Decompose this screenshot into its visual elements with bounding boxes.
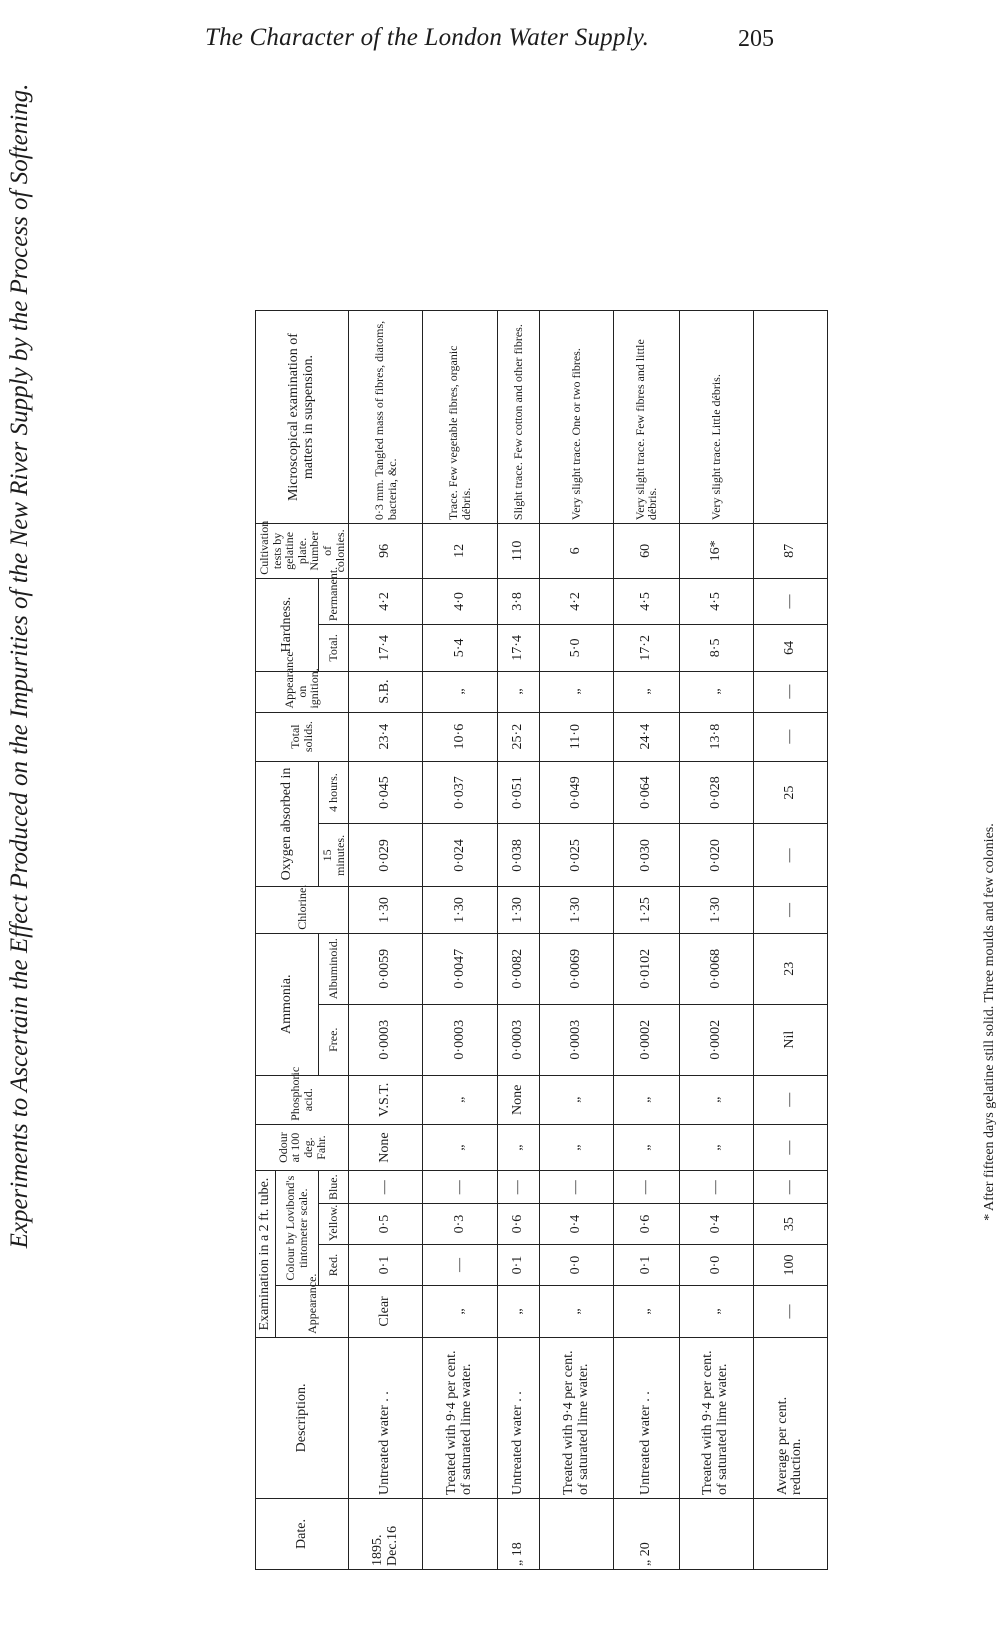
header-hardness-total: Total.	[318, 625, 348, 671]
cell-total: 17·4	[349, 625, 423, 671]
cell-min15: 0·029	[349, 824, 423, 887]
cell-bacteria: 16*	[679, 524, 753, 579]
cell-appearance: „	[614, 1286, 679, 1338]
header-blue: Blue.	[318, 1171, 348, 1204]
cell-chlorine: 1·30	[349, 887, 423, 933]
cell-free: 0·0003	[349, 1004, 423, 1075]
cell-total-solids: 11·0	[540, 712, 614, 761]
cell-appearance: „	[540, 1286, 614, 1338]
cell-total: 64	[753, 625, 827, 671]
cell-free: 0·0003	[497, 1004, 540, 1075]
header-oxygen-group: Oxygen absorbed in	[256, 761, 319, 887]
table-row	[614, 311, 679, 1570]
cell-hours4: 0·037	[423, 761, 497, 824]
cell-albuminoid: 0·0068	[679, 933, 753, 1004]
table-row	[753, 311, 827, 1570]
cell-microscopical: Trace. Few vegetable fibres, organic débris.	[423, 311, 497, 524]
cell-yellow: 0·4	[679, 1204, 753, 1245]
cell-appearance: —	[753, 1286, 827, 1338]
cell-blue: —	[753, 1171, 827, 1204]
table-body	[349, 311, 828, 1570]
cell-chlorine: 1·25	[614, 887, 679, 933]
cell-blue: —	[349, 1171, 423, 1204]
cell-blue: —	[497, 1171, 540, 1204]
header-red: Red.	[318, 1245, 348, 1286]
cell-odour: „	[540, 1124, 614, 1170]
cell-yellow: 35	[753, 1204, 827, 1245]
cell-hours4: 0·049	[540, 761, 614, 824]
table-row	[423, 311, 497, 1570]
cell-description: Untreated water . .	[614, 1337, 679, 1498]
header-phosphoric-acid: Phosphoric acid.	[256, 1075, 349, 1124]
header-date: Date.	[256, 1499, 349, 1570]
cell-description: Average per cent. reduction.	[753, 1337, 827, 1498]
cell-min15: 0·020	[679, 824, 753, 887]
cell-description: Treated with 9·4 per cent. of saturated lime water.	[679, 1337, 753, 1498]
running-title: The Character of the London Water Supply.	[205, 24, 650, 51]
cell-total: 17·2	[614, 625, 679, 671]
cell-date	[540, 1499, 614, 1570]
cell-odour: „	[679, 1124, 753, 1170]
data-table	[255, 310, 828, 1570]
cell-appearance: „	[423, 1286, 497, 1338]
cell-date: 1895. Dec.16	[349, 1499, 423, 1570]
header-appearance: Appearance.	[275, 1286, 348, 1338]
cell-microscopical: 0·3 mm. Tangled mass of fibres, diatoms, bacteria, &c.	[349, 311, 423, 524]
cell-free: 0·0002	[679, 1004, 753, 1075]
cell-ignition: „	[423, 671, 497, 712]
cell-total-solids: 25·2	[497, 712, 540, 761]
cell-phosphoric: „	[679, 1075, 753, 1124]
cell-date	[423, 1499, 497, 1570]
cell-appearance: „	[679, 1286, 753, 1338]
cell-min15: 0·030	[614, 824, 679, 887]
header-bacteria: Cultivation tests by gelatine plate. Number of colonies.	[256, 524, 349, 579]
cell-albuminoid: 23	[753, 933, 827, 1004]
header-colour-group: Colour by Lovibond's tintometer scale.	[275, 1171, 318, 1286]
cell-phosphoric: —	[753, 1075, 827, 1124]
cell-chlorine: 1·30	[497, 887, 540, 933]
header-free-ammonia: Free.	[318, 1004, 348, 1075]
cell-ignition: S.B.	[349, 671, 423, 712]
cell-total: 8·5	[679, 625, 753, 671]
cell-total: 5·0	[540, 625, 614, 671]
header-ammonia-group: Ammonia.	[256, 933, 319, 1075]
cell-phosphoric: V.S.T.	[349, 1075, 423, 1124]
cell-chlorine: 1·30	[540, 887, 614, 933]
cell-min15: —	[753, 824, 827, 887]
cell-blue: —	[540, 1171, 614, 1204]
cell-hours4: 0·051	[497, 761, 540, 824]
cell-red: —	[423, 1245, 497, 1286]
cell-odour: —	[753, 1124, 827, 1170]
cell-chlorine: 1·30	[679, 887, 753, 933]
header-hardness-permanent: Permanent.	[318, 578, 348, 624]
cell-permanent: 4·2	[540, 578, 614, 624]
cell-bacteria: 60	[614, 524, 679, 579]
cell-min15: 0·038	[497, 824, 540, 887]
cell-bacteria: 87	[753, 524, 827, 579]
cell-bacteria: 6	[540, 524, 614, 579]
cell-yellow: 0·3	[423, 1204, 497, 1245]
cell-microscopical: Very slight trace. Little débris.	[679, 311, 753, 524]
cell-albuminoid: 0·0059	[349, 933, 423, 1004]
cell-appearance: Clear	[349, 1286, 423, 1338]
cell-bacteria: 110	[497, 524, 540, 579]
cell-min15: 0·024	[423, 824, 497, 887]
cell-ignition: „	[679, 671, 753, 712]
cell-free: 0·0003	[540, 1004, 614, 1075]
page-header	[0, 6, 800, 66]
cell-description: Treated with 9·4 per cent. of saturated lime water.	[423, 1337, 497, 1498]
cell-red: 0·0	[679, 1245, 753, 1286]
table-row	[540, 311, 614, 1570]
cell-ignition: „	[497, 671, 540, 712]
header-microscopical: Microscopical examination of matters in suspension.	[256, 311, 349, 524]
table-row	[349, 311, 423, 1570]
cell-ignition: „	[540, 671, 614, 712]
header-oxygen-4-hours: 4 hours.	[318, 761, 348, 824]
header-total-solids: Total solids.	[256, 712, 349, 761]
cell-description: Untreated water . .	[497, 1337, 540, 1498]
cell-albuminoid: 0·0102	[614, 933, 679, 1004]
cell-phosphoric: „	[614, 1075, 679, 1124]
cell-permanent: 4·2	[349, 578, 423, 624]
header-ignition: Appearance on ignition.	[256, 671, 349, 712]
cell-microscopical: Slight trace. Few cotton and other fibres.	[497, 311, 540, 524]
cell-date	[679, 1499, 753, 1570]
cell-total-solids: 24·4	[614, 712, 679, 761]
cell-blue: —	[423, 1171, 497, 1204]
header-yellow: Yellow.	[318, 1204, 348, 1245]
cell-free: 0·0003	[423, 1004, 497, 1075]
cell-permanent: —	[753, 578, 827, 624]
cell-min15: 0·025	[540, 824, 614, 887]
cell-date: „ 20	[614, 1499, 679, 1570]
cell-blue: —	[614, 1171, 679, 1204]
cell-hours4: 0·045	[349, 761, 423, 824]
header-examination-group: Examination in a 2 ft. tube.	[256, 1171, 276, 1338]
cell-bacteria: 12	[423, 524, 497, 579]
cell-odour: „	[614, 1124, 679, 1170]
cell-date: „ 18	[497, 1499, 540, 1570]
cell-permanent: 4·0	[423, 578, 497, 624]
cell-albuminoid: 0·0069	[540, 933, 614, 1004]
page-number: 205	[738, 26, 774, 52]
cell-free: 0·0002	[614, 1004, 679, 1075]
cell-chlorine: 1·30	[423, 887, 497, 933]
cell-description: Treated with 9·4 per cent. of saturated lime water.	[540, 1337, 614, 1498]
cell-hours4: 0·028	[679, 761, 753, 824]
cell-yellow: 0·5	[349, 1204, 423, 1245]
cell-hours4: 0·064	[614, 761, 679, 824]
cell-red: 100	[753, 1245, 827, 1286]
cell-phosphoric: None	[497, 1075, 540, 1124]
cell-albuminoid: 0·0082	[497, 933, 540, 1004]
cell-yellow: 0·4	[540, 1204, 614, 1245]
cell-microscopical	[753, 311, 827, 524]
cell-yellow: 0·6	[614, 1204, 679, 1245]
footnote: * After fifteen days gelatine still solid. Three moulds and few colonies.	[982, 823, 997, 1221]
cell-hours4: 25	[753, 761, 827, 824]
cell-free: Nil	[753, 1004, 827, 1075]
cell-phosphoric: „	[540, 1075, 614, 1124]
cell-chlorine: —	[753, 887, 827, 933]
cell-odour: „	[423, 1124, 497, 1170]
cell-red: 0·1	[614, 1245, 679, 1286]
cell-total-solids: 13·8	[679, 712, 753, 761]
cell-odour: „	[497, 1124, 540, 1170]
header-albuminoid-ammonia: Albuminoid.	[318, 933, 348, 1004]
cell-red: 0·0	[540, 1245, 614, 1286]
cell-microscopical: Very slight trace. One or two fibres.	[540, 311, 614, 524]
header-odour: Odour at 100 deg. Fahr.	[256, 1124, 349, 1170]
table-title: Experiments to Ascertain the Effect Produced on the Impurities of the New River Supply by the Process of Softening.	[6, 83, 33, 1249]
cell-permanent: 3·8	[497, 578, 540, 624]
cell-appearance: „	[497, 1286, 540, 1338]
header-hardness-group: Hardness.	[256, 578, 319, 671]
cell-ignition: „	[614, 671, 679, 712]
cell-total-solids: 23·4	[349, 712, 423, 761]
data-table-rotated	[255, 310, 815, 1570]
cell-phosphoric: „	[423, 1075, 497, 1124]
cell-bacteria: 96	[349, 524, 423, 579]
header-chlorine: Chlorine.	[256, 887, 349, 933]
cell-microscopical: Very slight trace. Few fibres and little débris.	[614, 311, 679, 524]
cell-blue: —	[679, 1171, 753, 1204]
cell-albuminoid: 0·0047	[423, 933, 497, 1004]
cell-ignition: —	[753, 671, 827, 712]
cell-yellow: 0·6	[497, 1204, 540, 1245]
table-row	[497, 311, 540, 1570]
cell-red: 0·1	[349, 1245, 423, 1286]
cell-red: 0·1	[497, 1245, 540, 1286]
cell-total: 17·4	[497, 625, 540, 671]
cell-description: Untreated water . .	[349, 1337, 423, 1498]
cell-permanent: 4·5	[614, 578, 679, 624]
cell-total-solids: —	[753, 712, 827, 761]
cell-permanent: 4·5	[679, 578, 753, 624]
header-oxygen-15-min: 15 minutes.	[318, 824, 348, 887]
cell-total: 5·4	[423, 625, 497, 671]
cell-date	[753, 1499, 827, 1570]
header-description: Description.	[256, 1337, 349, 1498]
cell-odour: None	[349, 1124, 423, 1170]
table-row	[679, 311, 753, 1570]
cell-total-solids: 10·6	[423, 712, 497, 761]
